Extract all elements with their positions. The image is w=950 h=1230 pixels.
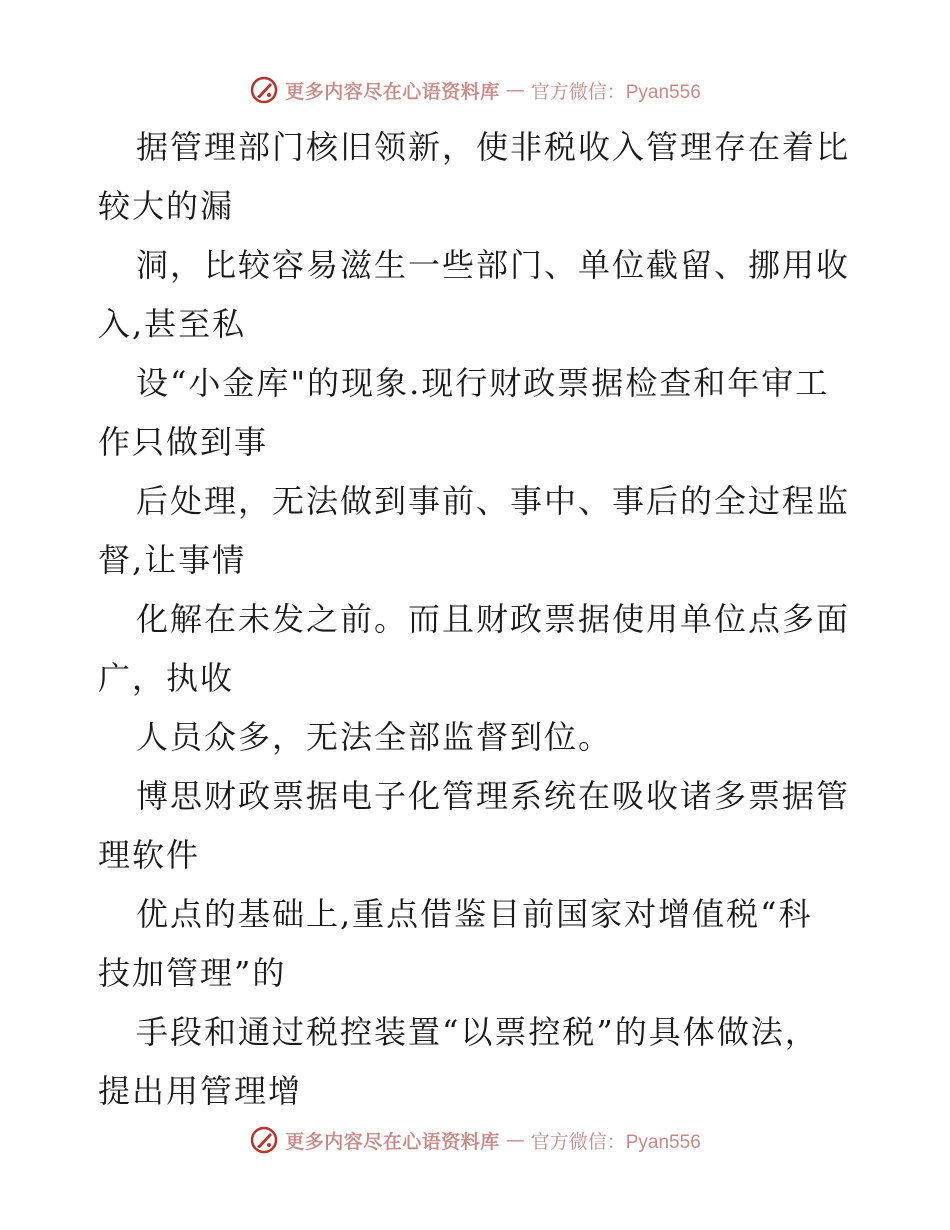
body-line: 优点的基础上,重点借鉴目前国家对增值税“科 xyxy=(136,895,813,933)
body-line: 理软件 xyxy=(98,836,201,874)
quill-pen-logo-icon xyxy=(249,75,279,105)
body-line: 手段和通过税控装置“以票控税”的具体做法， xyxy=(136,1013,819,1051)
body-line: 入,甚至私 xyxy=(98,305,247,343)
body-line: 提出用管理增 xyxy=(98,1072,303,1110)
body-line: 洞，比较容易滋生一些部门、单位截留、挪用收 xyxy=(136,246,851,284)
body-line: 人员众多，无法全部监督到位。 xyxy=(136,718,613,756)
header-brand-text: 更多内容尽在心语资料库 xyxy=(285,80,500,103)
body-line: 较大的漏 xyxy=(98,187,235,225)
body-line: 广，执收 xyxy=(98,659,235,697)
quill-pen-logo-icon xyxy=(249,1125,279,1155)
body-line: 化解在未发之前。而且财政票据使用单位点多面 xyxy=(136,600,851,638)
body-line: 技加管理”的 xyxy=(98,954,287,992)
body-line: 博思财政票据电子化管理系统在吸收诸多票据管 xyxy=(136,777,851,815)
footer-separator: — xyxy=(505,1129,525,1151)
body-line: 作只做到事 xyxy=(98,423,269,461)
body-line: 设“小金库"的现象.现行财政票据检查和年审工 xyxy=(136,364,830,402)
footer-banner xyxy=(0,1120,950,1160)
body-line: 据管理部门核旧领新，使非税收入管理存在着比 xyxy=(136,128,851,166)
body-line: 后处理，无法做到事前、事中、事后的全过程监 xyxy=(136,482,851,520)
header-banner xyxy=(0,70,950,110)
header-wechat-text: 官方微信：Pyan556 xyxy=(530,81,701,103)
body-line: 督,让事情 xyxy=(98,541,247,579)
footer-wechat-text: 官方微信：Pyan556 xyxy=(530,1131,701,1153)
footer-brand-text: 更多内容尽在心语资料库 xyxy=(285,1130,500,1153)
header-separator: — xyxy=(505,79,525,101)
document-body xyxy=(98,118,858,1121)
